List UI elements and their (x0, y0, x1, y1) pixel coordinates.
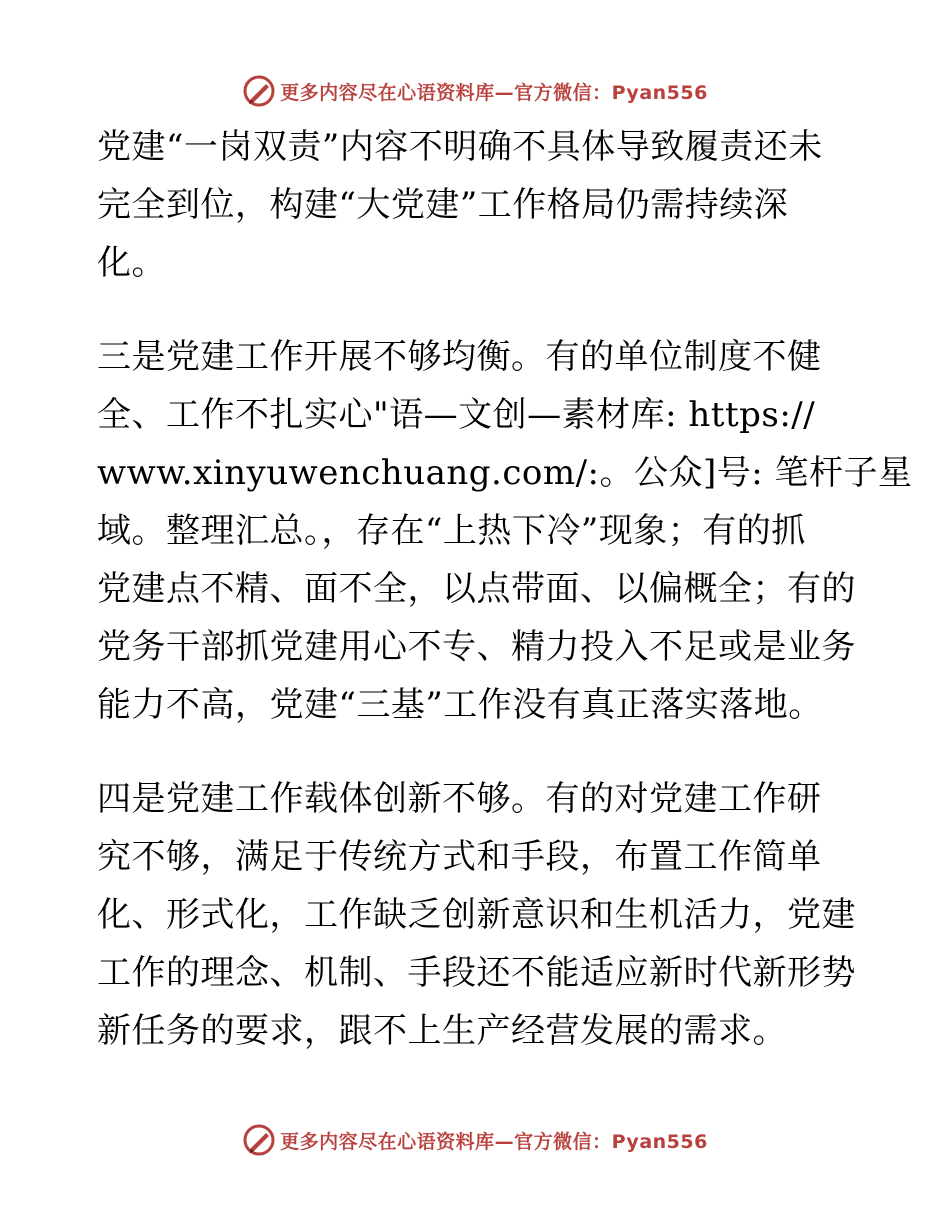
header-banner-text: 更多内容尽在心语资料库—官方微信：Pyan556 (280, 81, 708, 104)
pen-logo-icon (242, 1123, 276, 1157)
text-line: 新任务的要求，跟不上生产经营发展的需求。 (97, 1011, 787, 1051)
pen-logo-icon (242, 74, 276, 108)
text-line: 党建点不精、面不全，以点带面、以偏概全；有的 (97, 569, 856, 609)
paragraph-1 (97, 118, 857, 292)
text-line: 党务干部抓党建用心不专、精力投入不足或是业务 (97, 627, 856, 667)
text-line: 四是党建工作载体创新不够。有的对党建工作研 (97, 779, 822, 819)
text-line: www.xinyuwenchuang.com/:。公众]号: 笔杆子星 (97, 453, 913, 493)
paragraph-2 (97, 328, 913, 734)
footer-banner (0, 1120, 950, 1160)
text-line: 党建“一岗双责”内容不明确不具体导致履责还未 (97, 127, 823, 167)
text-line: 工作的理念、机制、手段还不能适应新时代新形势 (97, 953, 856, 993)
text-line: 化。 (97, 243, 166, 283)
text-line: 全、工作不扎实心"语—文创—素材库: https:// (97, 395, 816, 435)
text-line: 完全到位，构建“大党建”工作格局仍需持续深 (97, 185, 789, 225)
header-banner (0, 71, 950, 111)
text-line: 究不够，满足于传统方式和手段，布置工作简单 (97, 837, 822, 877)
text-line: 域。整理汇总。，存在“上热下冷”现象；有的抓 (97, 511, 806, 551)
text-line: 能力不高，党建“三基”工作没有真正落实落地。 (97, 685, 823, 725)
footer-banner-text: 更多内容尽在心语资料库—官方微信：Pyan556 (280, 1130, 708, 1153)
document-body (97, 118, 913, 1060)
text-line: 三是党建工作开展不够均衡。有的单位制度不健 (97, 337, 822, 377)
paragraph-3 (97, 770, 857, 1060)
text-line: 化、形式化，工作缺乏创新意识和生机活力，党建 (97, 895, 856, 935)
